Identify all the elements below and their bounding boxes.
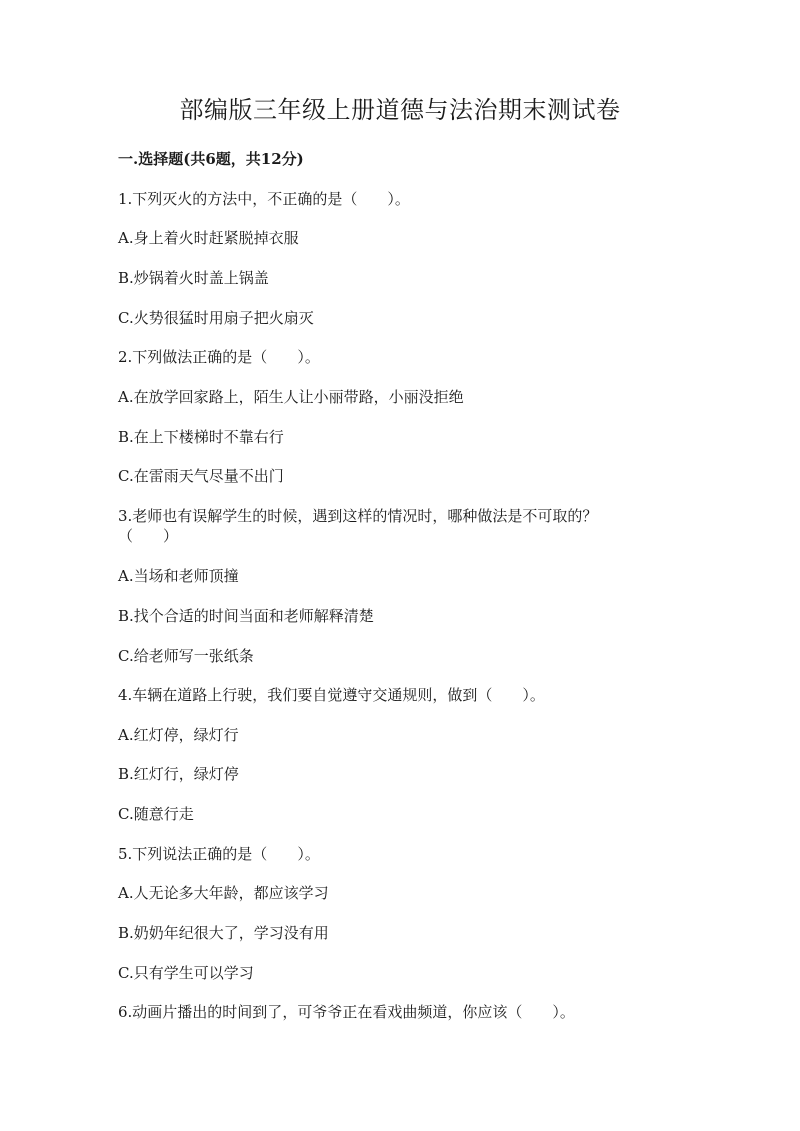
- question-2-option-c[interactable]: C.在雷雨天气尽量不出门: [118, 467, 284, 485]
- question-stem-1: 1.下列灭火的方法中，不正确的是（ ）。: [118, 190, 410, 208]
- question-1-option-a[interactable]: A.身上着火时赶紧脱掉衣服: [118, 229, 299, 247]
- question-5-option-a[interactable]: A.人无论多大年龄，都应该学习: [118, 884, 329, 902]
- question-4-option-c[interactable]: C.随意行走: [118, 805, 194, 823]
- page-title: 部编版三年级上册道德与法治期末测试卷: [179, 96, 621, 124]
- question-3-option-a[interactable]: A.当场和老师顶撞: [118, 567, 239, 585]
- question-5-option-c[interactable]: C.只有学生可以学习: [118, 964, 254, 982]
- question-5-option-b[interactable]: B.奶奶年纪很大了，学习没有用: [118, 924, 329, 942]
- question-4-option-a[interactable]: A.红灯停，绿灯行: [118, 726, 239, 744]
- question-1-option-b[interactable]: B.炒锅着火时盖上锅盖: [118, 269, 269, 287]
- question-1-option-c[interactable]: C.火势很猛时用扇子把火扇灭: [118, 309, 314, 327]
- question-3-option-b[interactable]: B.找个合适的时间当面和老师解释清楚: [118, 607, 374, 625]
- question-stem-2: 2.下列做法正确的是（ ）。: [118, 348, 320, 366]
- question-3-option-c[interactable]: C.给老师写一张纸条: [118, 647, 254, 665]
- question-stem-5: 5.下列说法正确的是（ ）。: [118, 845, 320, 863]
- question-2-option-a[interactable]: A.在放学回家路上，陌生人让小丽带路，小丽没拒绝: [118, 388, 464, 406]
- question-stem-4: 4.车辆在道路上行驶，我们要自觉遵守交通规则，做到（ ）。: [118, 686, 545, 704]
- question-stem-3: 3.老师也有误解学生的时候，遇到这样的情况时，哪种做法是不可取的？: [118, 507, 598, 525]
- question-stem-3-continued: （ ）: [118, 527, 179, 545]
- question-4-option-b[interactable]: B.红灯行，绿灯停: [118, 765, 239, 783]
- question-2-option-b[interactable]: B.在上下楼梯时不靠右行: [118, 428, 284, 446]
- question-stem-6: 6.动画片播出的时间到了，可爷爷正在看戏曲频道，你应该（ ）。: [118, 1003, 575, 1021]
- section-heading: 一.选择题(共6题，共12分): [118, 150, 304, 168]
